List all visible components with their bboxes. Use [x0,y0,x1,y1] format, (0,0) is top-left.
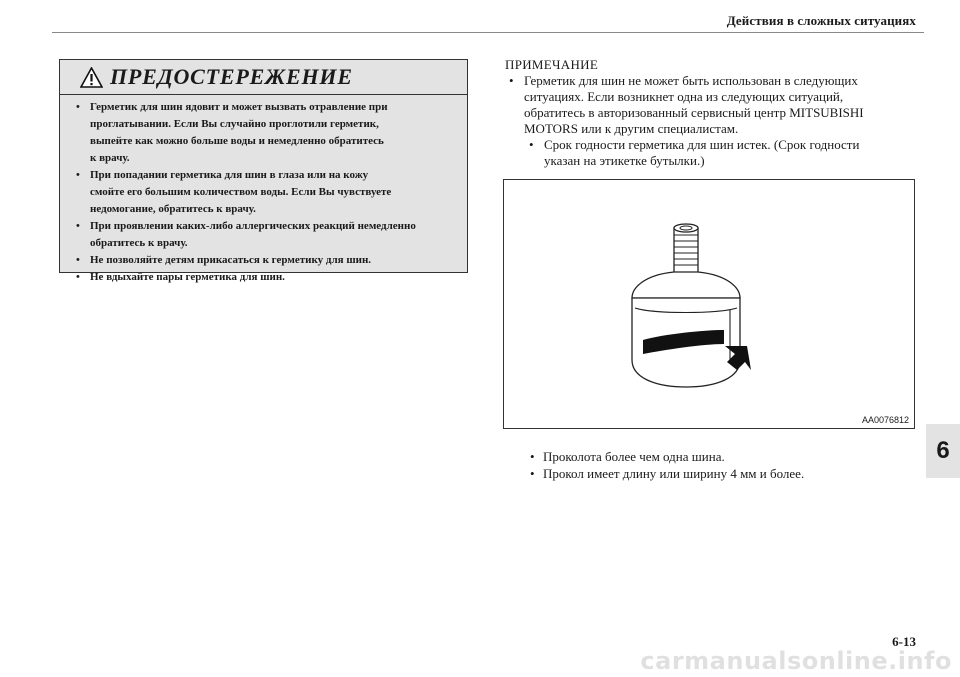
chapter-tab: 6 [926,424,960,478]
page-number: 6-13 [892,634,916,649]
warning-title: ПРЕДОСТЕРЕЖЕНИЕ [110,64,353,89]
bullet: • [530,449,535,464]
note-item: • Герметик для шин не может быть использован в следующих ситуациях. Если возникнет одна из следующих ситуаций, обратитесь в авторизованный сервисный центр MITSUBISHI MOTORS или к другим специалистам. [509,73,864,136]
sealant-bottle-illustration [504,180,916,430]
note-title: ПРИМЕЧАНИЕ [505,57,599,72]
note-section [505,57,925,169]
note-sub-item: • Срок годности герметика для шин истек. (Срок годности указан на этикетке бутылки.) [529,137,860,168]
note-continued-list [530,448,925,482]
bullet: • [509,73,514,88]
bullet: • [529,137,534,152]
warning-triangle-icon [80,67,103,88]
warning-item: • Не вдыхайте пары герметика для шин. [76,269,461,286]
header-divider [52,32,924,33]
warning-header [60,60,467,95]
figure-code: AA0076812 [861,415,909,425]
bullet: • [76,271,80,283]
bullet: • [76,220,80,232]
list-item: • Проколота более чем одна шина. [530,449,725,464]
sealant-bottle-figure [503,179,915,429]
bullet: • [76,101,80,113]
bullet: • [76,169,80,181]
bullet: • [76,254,80,266]
warning-box [59,59,468,283]
list-item: • Прокол имеет длину или ширину 4 мм и более. [530,466,805,481]
bullet: • [530,466,535,481]
warning-item: • При попадании герметика для шин в глаза или на кожу смойте его большим количеством воды. Если Вы чувствуете недомогание, обратитесь к врачу. [76,169,392,215]
warning-item: • Не позволяйте детям прикасаться к герметику для шин. [76,252,461,269]
warning-item: • Герметик для шин ядовит и может вызвать отравление при проглатывании. Если Вы случайно проглотили герметик, выпейте как можно больше воды и немедленно обратитесь к врачу. [76,101,388,164]
section-title: Действия в сложных ситуациях [726,13,916,28]
watermark: carmanualsonline.info [640,647,952,675]
warning-list [60,95,467,286]
warning-item: • При проявлении каких-либо аллергических реакций немедленно обратитесь к врачу. [76,220,416,249]
